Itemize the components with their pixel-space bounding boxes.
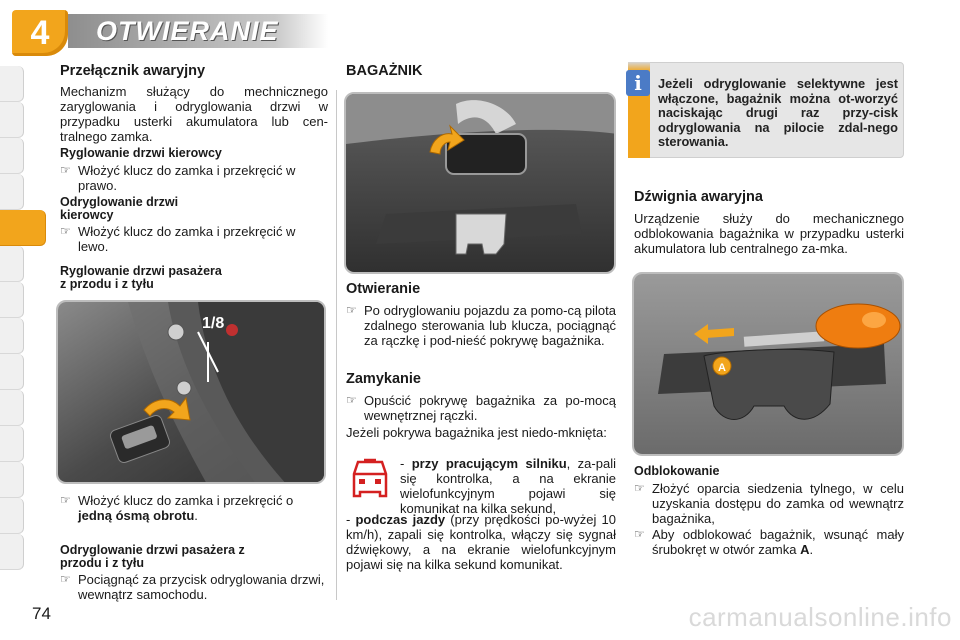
hand-pointer-icon: ☞ — [60, 163, 71, 177]
while-driving-bold: podczas jazdy — [355, 512, 446, 527]
lock-driver-text: Włożyć klucz do zamka i przekręcić w prawo. — [78, 163, 296, 193]
side-tab-active[interactable] — [0, 210, 46, 246]
side-tab-6[interactable] — [0, 246, 24, 282]
side-tab-11[interactable] — [0, 426, 24, 462]
page-number: 74 — [32, 604, 51, 623]
heading-emergency-switch: Przełącznik awaryjny — [60, 63, 206, 79]
page-title: OTWIERANIE — [96, 16, 279, 46]
side-tab-12[interactable] — [0, 462, 24, 498]
while-driving-rest: (przy prędkości po-wyżej 10 km/h), zapali się kontrolka, włączy się sygnał dźwiękowy, a na ekranie wielofunkcyjnym pojawi się na kilka sekund komunikat. — [346, 512, 616, 572]
release-text-2-bold: A — [800, 542, 810, 557]
lock-driver-item — [60, 163, 328, 193]
closing-item — [346, 393, 616, 423]
hand-pointer-icon: ☞ — [346, 303, 357, 317]
unlock-driver-item — [60, 224, 328, 254]
one-eighth-label: 1/8 — [202, 315, 225, 332]
release-text-2-post: . — [809, 542, 814, 557]
column-divider — [336, 90, 337, 600]
opening-text: Po odryglowaniu pojazdu za pomo-cą pilota zdalnego sterowania lub klucza, pociągnąć za rączkę i pod-nieść pokrywę bagażnika. — [364, 303, 616, 348]
side-tab-1[interactable] — [0, 66, 24, 102]
side-tab-9[interactable] — [0, 354, 24, 390]
release-text-2-pre: Aby odblokować bagażnik, wsunąć mały śrubokręt w otwór zamka — [652, 527, 904, 557]
boot-lock-illustration — [634, 274, 904, 456]
chapter-number-badge: 4 — [12, 10, 68, 56]
eighth-turn-pre: Włożyć klucz do zamka i przekręcić o — [78, 493, 294, 508]
engine-running-text — [400, 456, 616, 516]
info-icon: i — [626, 70, 650, 96]
engine-running-bold: przy pracującym silniku — [411, 456, 567, 471]
heading-unlock-driver-2: kierowcy — [60, 208, 114, 222]
hand-pointer-icon: ☞ — [346, 393, 357, 407]
side-tab-3[interactable] — [0, 138, 24, 174]
heading-closing: Zamykanie — [346, 371, 421, 387]
heading-lock-driver: Ryglowanie drzwi kierowcy — [60, 146, 222, 160]
side-tab-14[interactable] — [0, 534, 24, 570]
release-text-2 — [652, 527, 904, 557]
release-text-1: Złożyć oparcia siedzenia tylnego, w celu uzyskania dostępu do zamka od wewnątrz bagażnika, — [652, 481, 904, 526]
side-tab-10[interactable] — [0, 390, 24, 426]
side-tab-4[interactable] — [0, 174, 24, 210]
heading-lock-passenger-1: Ryglowanie drzwi pasażera — [60, 264, 222, 278]
boot-handle-illustration — [346, 94, 616, 274]
side-tab-2[interactable] — [0, 102, 24, 138]
not-closed-text: Jeżeli pokrywa bagażnika jest niedo-mknięta: — [346, 425, 607, 440]
release-item-2 — [634, 527, 904, 557]
side-tab-8[interactable] — [0, 318, 24, 354]
opening-item — [346, 303, 616, 348]
eighth-turn-text — [78, 493, 328, 523]
engine-running-rest: , za-pali się kontrolka, a na ekranie wielofunkcyjnym pojawi się komunikat na kilka sekund, — [400, 456, 616, 516]
eighth-turn-post: . — [194, 508, 198, 523]
door-lock-photo — [56, 300, 326, 484]
lock-a-label: A — [718, 362, 726, 374]
eighth-turn-item — [60, 493, 328, 523]
heading-unlock-passenger-2: przodu i z tyłu — [60, 556, 145, 570]
heading-unlock-driver-1: Odryglowanie drzwi — [60, 195, 179, 209]
boot-lock-photo — [632, 272, 904, 456]
release-item-1 — [634, 481, 904, 526]
door-lock-illustration — [58, 302, 326, 484]
side-tab-13[interactable] — [0, 498, 24, 534]
heading-lock-passenger-2: z przodu i z tyłu — [60, 277, 154, 291]
emergency-switch-text: Mechanizm służący do mechnicznego zaryglowania i odryglowania drzwi w przypadku usterki akumulatora lub cen-tralnego zamka. — [60, 84, 328, 144]
hand-pointer-icon: ☞ — [60, 224, 71, 238]
boot-handle-photo — [344, 92, 616, 274]
heading-unlock-passenger-1: Odryglowanie drzwi pasażera z — [60, 543, 245, 557]
unlock-passenger-item — [60, 572, 328, 602]
watermark: carmanualsonline.info — [688, 602, 952, 632]
closing-text: Opuścić pokrywę bagażnika za po-mocą wewnętrznej rączki. — [364, 393, 616, 423]
side-tab-7[interactable] — [0, 282, 24, 318]
heading-opening: Otwieranie — [346, 281, 421, 297]
hand-pointer-icon: ☞ — [634, 481, 645, 495]
while-driving-dash: - — [346, 512, 356, 527]
emergency-lever-text: Urządzenie służy do mechanicznego odblokowania bagażnika w przypadku usterki akumulatora lub centralnego za-mka. — [634, 211, 904, 256]
hand-pointer-icon: ☞ — [634, 527, 645, 541]
hand-pointer-icon: ☞ — [60, 493, 71, 507]
unlock-passenger-text: Pociągnąć za przycisk odryglowania drzwi, wewnątrz samochodu. — [78, 572, 325, 602]
info-box-text: Jeżeli odryglowanie selektywne jest włączone, bagażnik można ot-worzyć naciskając drugi raz przy-cisk odryglowania na pilocie zdal-nego sterowania. — [658, 76, 898, 149]
hand-pointer-icon: ☞ — [60, 572, 71, 586]
eighth-turn-bold: jedną ósmą obrotu — [78, 508, 195, 523]
heading-emergency-lever: Dźwignia awaryjna — [634, 189, 763, 205]
heading-release: Odblokowanie — [634, 464, 720, 478]
engine-running-dash: - — [400, 456, 412, 471]
unlock-driver-text: Włożyć klucz do zamka i przekręcić w lewo. — [78, 224, 296, 254]
while-driving-text — [346, 512, 616, 572]
heading-boot: BAGAŻNIK — [346, 63, 423, 79]
boot-open-warning-icon — [350, 458, 390, 502]
